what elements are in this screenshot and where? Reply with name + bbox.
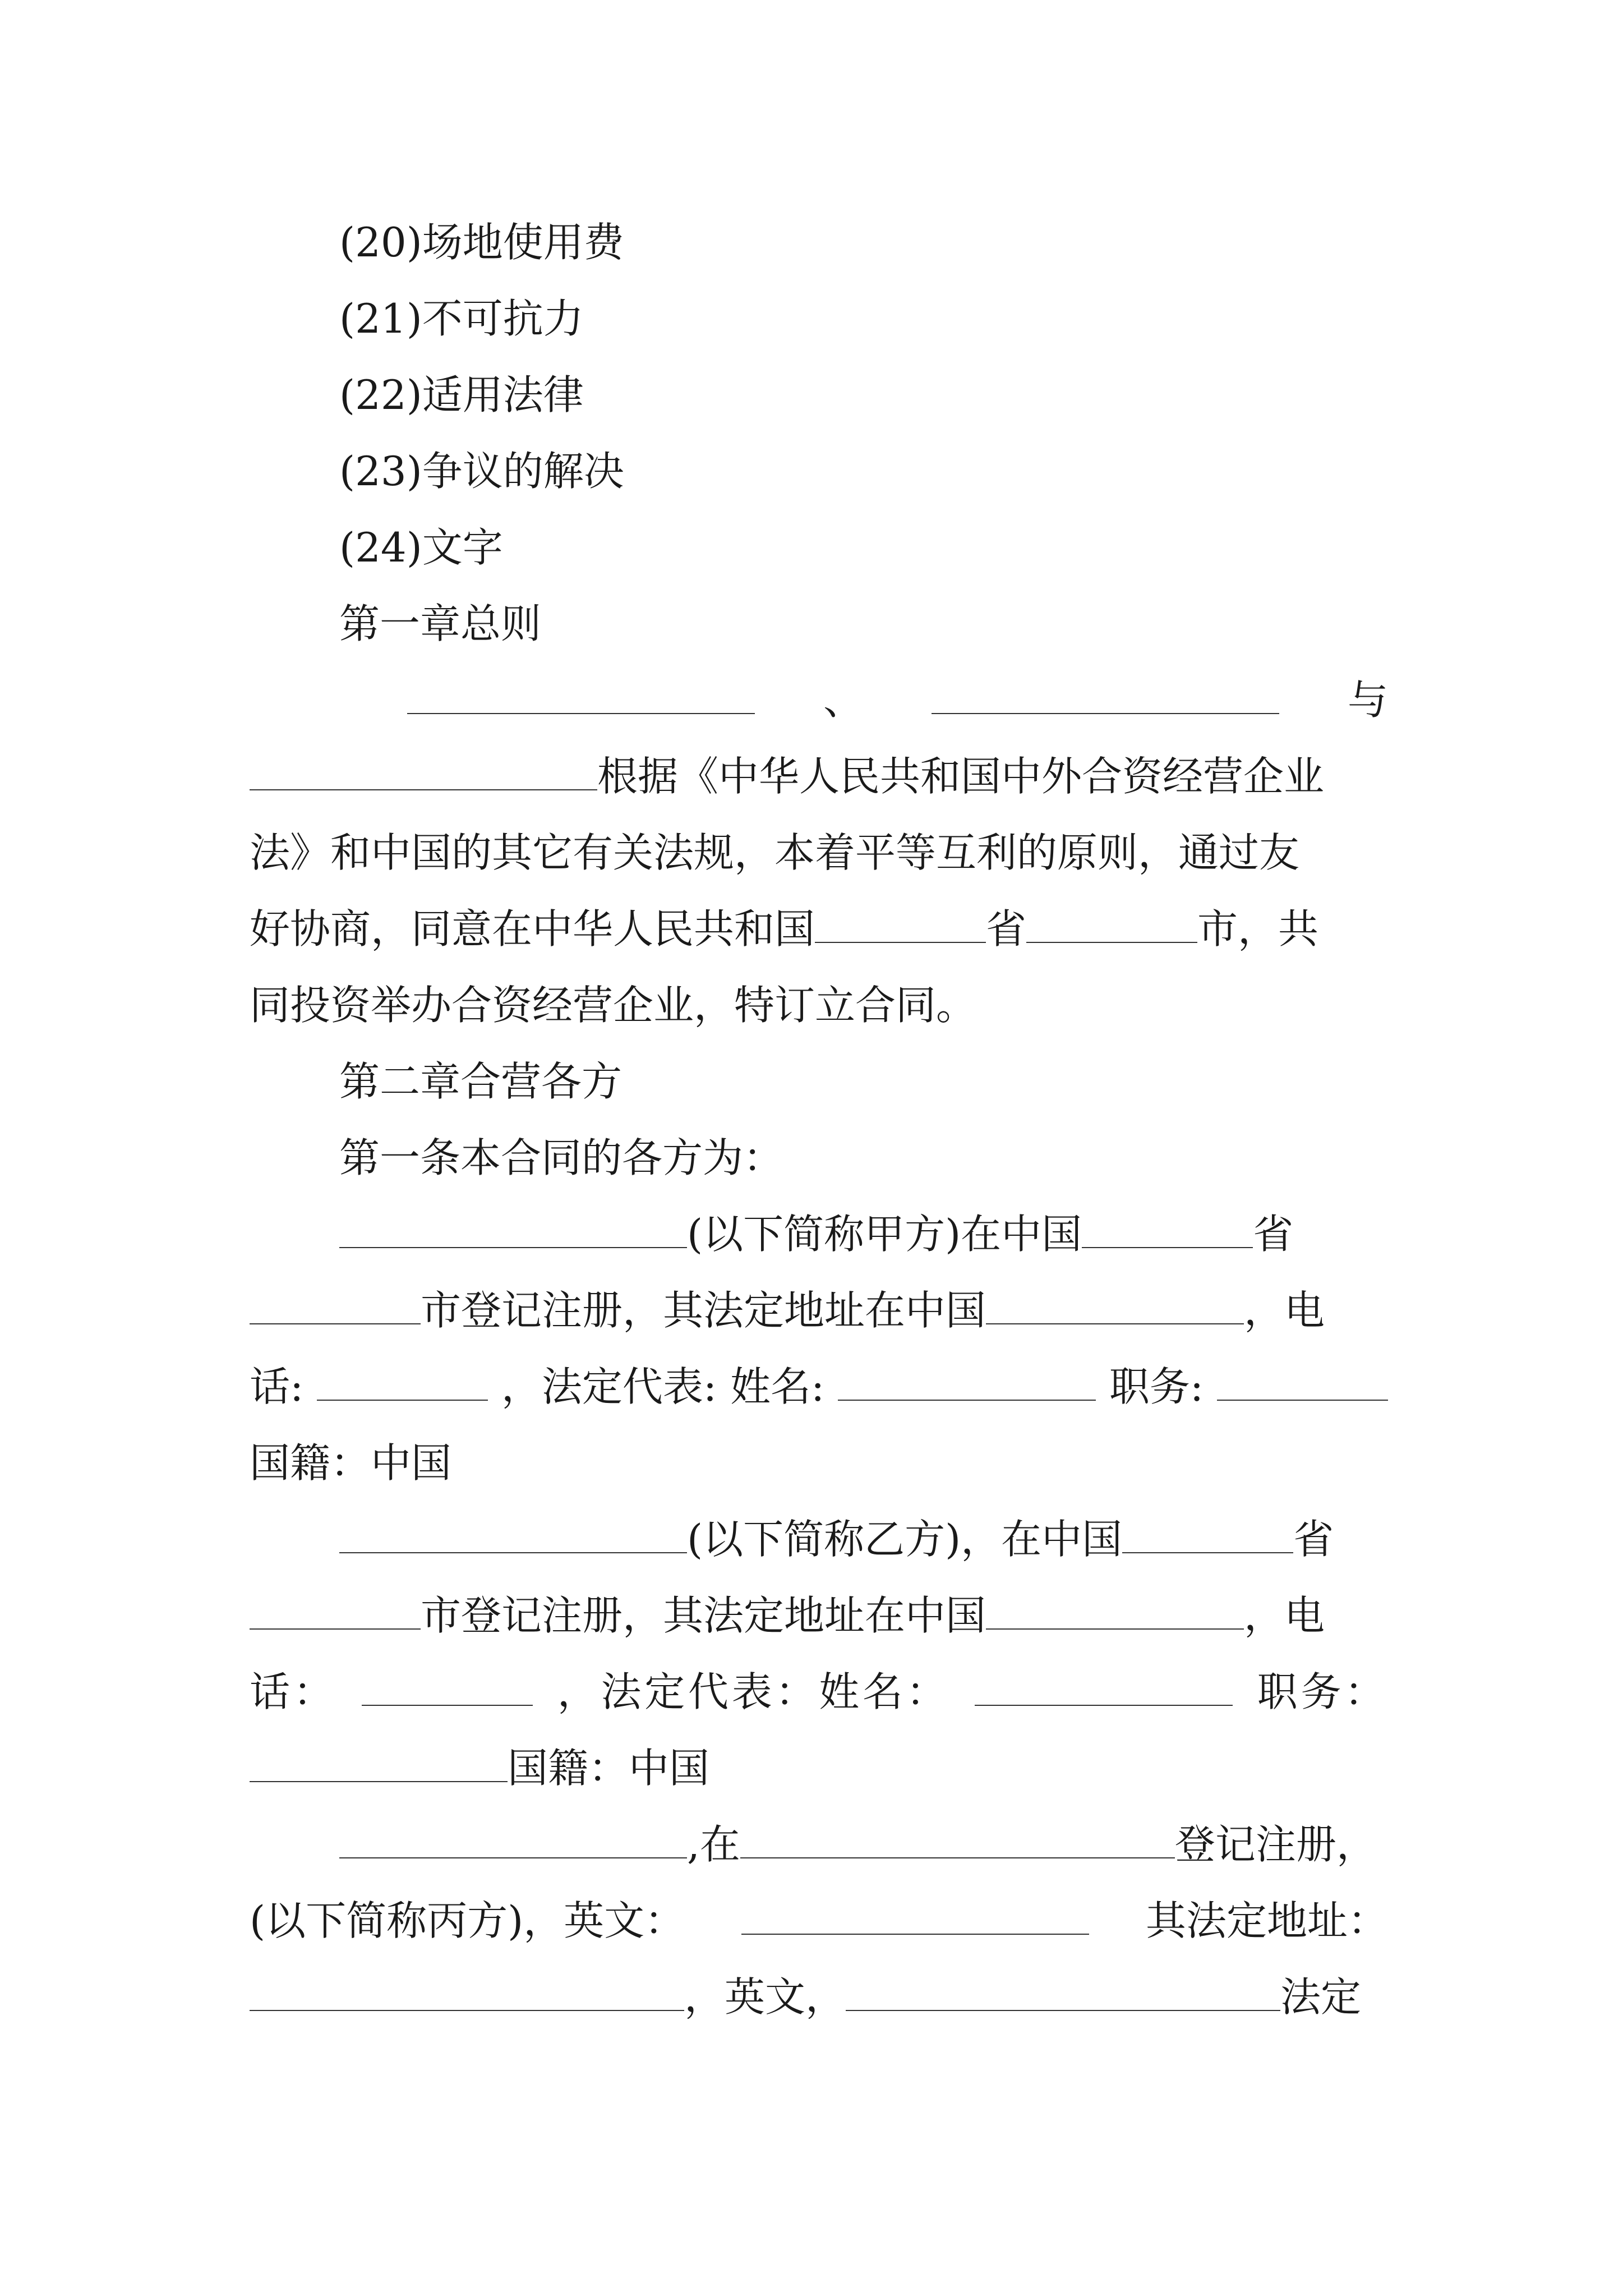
party-c-name-blank[interactable] (339, 1824, 687, 1858)
position-blank[interactable] (250, 1747, 508, 1782)
phone-blank[interactable] (317, 1366, 488, 1401)
chapter1-title: 第一章总则 (339, 600, 542, 647)
registration-place-blank[interactable] (740, 1824, 1175, 1858)
english-name-blank[interactable] (741, 1900, 1089, 1935)
party-blank[interactable] (407, 679, 755, 714)
toc-item-22: (22)适用法律 (339, 371, 584, 418)
chapter1-line1: 、 与 (250, 666, 1388, 734)
representative-name-blank[interactable] (975, 1671, 1233, 1706)
chapter2-title: 第二章合营各方 (339, 1058, 623, 1105)
chapter1-line5: 同投资举办合资经营企业，特订立合同。 (250, 982, 977, 1029)
chapter1-line4: 好协商，同意在中华人民共和国 省 市，共 (250, 905, 1319, 953)
party-b-line4: 国籍：中国 (250, 1734, 1388, 1802)
address-blank[interactable] (250, 1976, 684, 2011)
phone-blank[interactable] (362, 1671, 533, 1706)
party-a-line2: 市登记注册，其法定地址在中国 ，电 (250, 1277, 1388, 1344)
party-a-line3: 话: ，法定代表: 姓名: 职务: (250, 1353, 1388, 1420)
city-blank[interactable] (1026, 908, 1197, 943)
province-blank[interactable] (815, 908, 986, 943)
party-b-name-blank[interactable] (339, 1519, 687, 1553)
party-b-line3: 话： ，法定代表：姓名： 职务： (250, 1668, 1388, 1715)
toc-item-21: (21)不可抗力 (339, 295, 584, 342)
party-a-name-blank[interactable] (339, 1213, 687, 1248)
position-blank[interactable] (1217, 1366, 1388, 1401)
representative-name-blank[interactable] (838, 1366, 1096, 1401)
toc-item-24: (24)文字 (339, 524, 503, 571)
article1-heading: 第一条本合同的各方为： (339, 1134, 784, 1181)
toc-item-23: (23)争议的解决 (339, 448, 624, 495)
party-a-line4: 国籍：中国 (250, 1439, 452, 1487)
party-b-line2: 市登记注册，其法定地址在中国 ，电 (250, 1582, 1388, 1649)
party-blank[interactable] (250, 756, 597, 790)
province-blank[interactable] (1122, 1519, 1293, 1553)
toc-item-20: (20)场地使用费 (339, 219, 624, 266)
city-blank[interactable] (250, 1290, 421, 1324)
party-a-line1: (以下简称甲方)在中国 省 (339, 1200, 1388, 1268)
chapter1-line2: 根据《中华人民共和国中外合资经营企业 (250, 743, 1388, 810)
party-c-line3: ，英文， 法定 (250, 1963, 1388, 2031)
english-address-blank[interactable] (846, 1976, 1280, 2011)
party-blank[interactable] (932, 679, 1279, 714)
party-b-line1: (以下简称乙方)，在中国 省 (339, 1506, 1388, 1573)
province-blank[interactable] (1082, 1213, 1253, 1248)
address-blank[interactable] (986, 1595, 1244, 1630)
chapter1-line3: 法》和中国的其它有关法规，本着平等互利的原则，通过友 (250, 829, 1300, 876)
party-c-line2: (以下简称丙方)，英文： 其法定地址： (250, 1897, 1388, 1944)
party-c-line1: ,在 登记注册， (339, 1811, 1388, 1878)
city-blank[interactable] (250, 1595, 421, 1630)
address-blank[interactable] (986, 1290, 1244, 1324)
